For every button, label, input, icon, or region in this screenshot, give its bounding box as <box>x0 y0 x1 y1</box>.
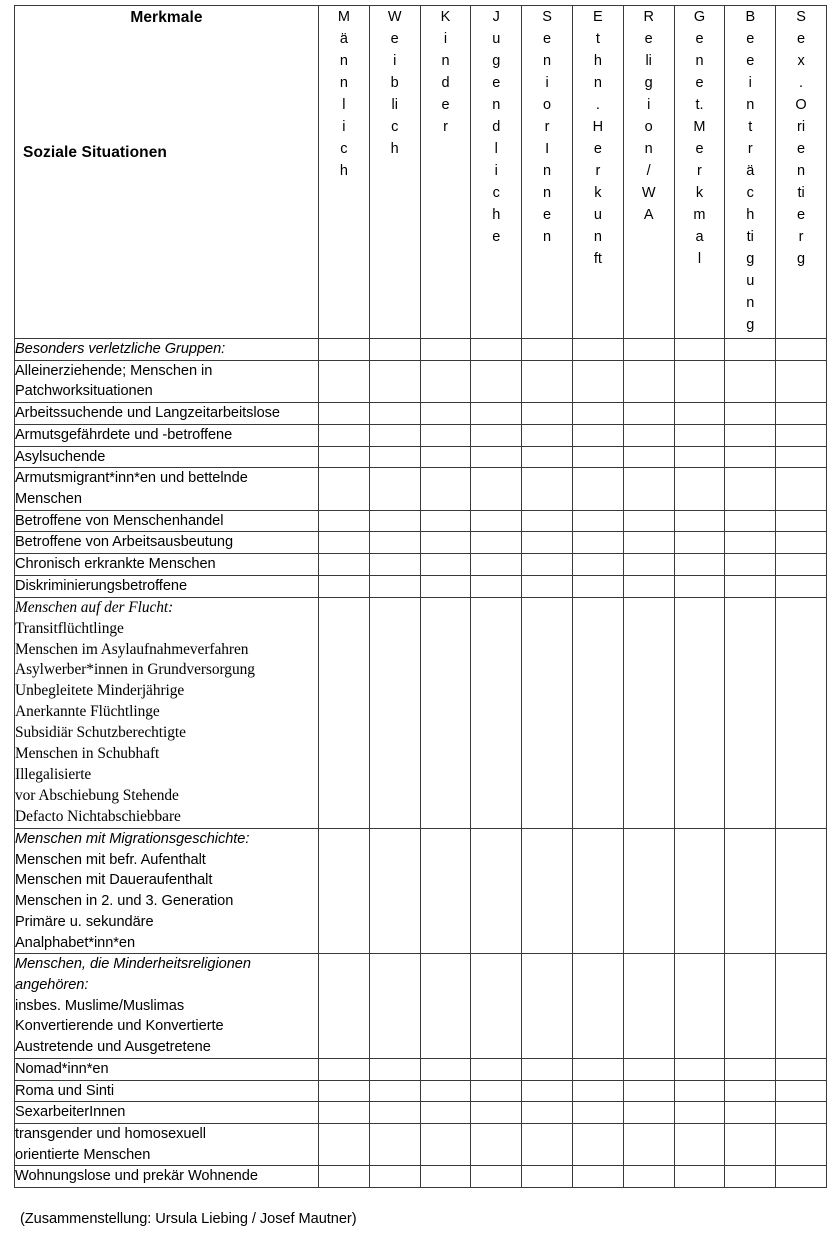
table-row <box>15 1080 827 1102</box>
matrix-cell[interactable] <box>725 446 776 468</box>
page-title: Merkmale <box>130 9 203 26</box>
row-label <box>15 1166 319 1188</box>
matrix-cell[interactable] <box>674 828 725 953</box>
matrix-cell[interactable] <box>725 554 776 576</box>
matrix-cell[interactable] <box>369 828 420 953</box>
column-header-label: M ä n n l i c h <box>337 9 350 180</box>
matrix-cell[interactable] <box>674 1124 725 1166</box>
row-label-line: Menschen mit Daueraufenthalt <box>15 872 213 889</box>
group-heading: Menschen auf der Flucht: <box>15 598 174 616</box>
matrix-cell[interactable] <box>471 1058 522 1080</box>
matrix-cell[interactable] <box>776 532 827 554</box>
row-label-line: Defacto Nichtabschiebbare <box>15 808 181 825</box>
row-label-line: Chronisch erkrankte Menschen <box>15 556 216 573</box>
matrix-cell[interactable] <box>420 1124 471 1166</box>
matrix-cell[interactable] <box>319 424 370 446</box>
matrix-cell[interactable] <box>471 554 522 576</box>
row-label-line: transgender und homosexuell <box>15 1126 206 1142</box>
column-header-7[interactable] <box>623 6 674 339</box>
matrix-cell[interactable] <box>572 1124 623 1166</box>
matrix-cell[interactable] <box>522 468 573 510</box>
matrix-cell[interactable] <box>674 424 725 446</box>
matrix-cell[interactable] <box>674 339 725 361</box>
row-label-line: Betroffene von Arbeitsausbeutung <box>15 534 234 551</box>
matrix-cell[interactable] <box>319 828 370 953</box>
matrix-cell[interactable] <box>572 597 623 828</box>
row-label-line: insbes. Muslime/Muslimas <box>15 997 185 1014</box>
matrix-cell[interactable] <box>674 554 725 576</box>
matrix-cell[interactable] <box>572 554 623 576</box>
table-row <box>15 597 827 828</box>
row-axis-title: Soziale Situationen <box>23 144 168 161</box>
matrix-cell[interactable] <box>623 1166 674 1188</box>
column-header-6[interactable] <box>572 6 623 339</box>
table-row <box>15 403 827 425</box>
matrix-cell[interactable] <box>369 954 420 1059</box>
matrix-cell[interactable] <box>725 1124 776 1166</box>
group-heading-cont: angehören: <box>15 976 89 993</box>
matrix-cell[interactable] <box>420 339 471 361</box>
column-header-label: G e n e t. M e r k m a l <box>693 9 706 268</box>
row-label-line: Arbeitssuchende und Langzeitarbeitslose <box>15 405 280 422</box>
matrix-cell[interactable] <box>674 532 725 554</box>
row-label <box>15 360 319 402</box>
column-header-1[interactable] <box>319 6 370 339</box>
matrix-cell[interactable] <box>674 510 725 532</box>
matrix-cell[interactable] <box>776 1058 827 1080</box>
matrix-cell[interactable] <box>623 510 674 532</box>
row-group-label <box>15 597 319 828</box>
matrix-cell[interactable] <box>623 424 674 446</box>
matrix-cell[interactable] <box>471 954 522 1059</box>
matrix-cell[interactable] <box>319 510 370 532</box>
matrix-cell[interactable] <box>420 403 471 425</box>
matrix-cell[interactable] <box>471 1166 522 1188</box>
matrix-cell[interactable] <box>319 468 370 510</box>
matrix-cell[interactable] <box>369 1124 420 1166</box>
matrix-cell[interactable] <box>725 403 776 425</box>
row-label <box>15 446 319 468</box>
matrix-cell[interactable] <box>319 446 370 468</box>
header-row <box>15 6 827 339</box>
matrix-cell[interactable] <box>471 468 522 510</box>
matrix-cell[interactable] <box>522 360 573 402</box>
row-label-line: Anerkannte Flüchtlinge <box>15 703 160 721</box>
matrix-cell[interactable] <box>319 532 370 554</box>
matrix-cell[interactable] <box>776 446 827 468</box>
matrix-cell[interactable] <box>369 403 420 425</box>
table-row <box>15 468 827 510</box>
matrix-cell[interactable] <box>623 828 674 953</box>
compilation-note: (Zusammenstellung: Ursula Liebing / Josef Mautner) <box>20 1211 357 1227</box>
column-header-4[interactable] <box>471 6 522 339</box>
matrix-cell[interactable] <box>319 1080 370 1102</box>
matrix-cell[interactable] <box>369 510 420 532</box>
matrix-cell[interactable] <box>420 1058 471 1080</box>
matrix-cell[interactable] <box>420 360 471 402</box>
matrix-cell[interactable] <box>471 1080 522 1102</box>
column-header-3[interactable] <box>420 6 471 339</box>
matrix-cell[interactable] <box>623 339 674 361</box>
row-label-line: Alleinerziehende; Menschen in <box>15 362 213 379</box>
matrix-cell[interactable] <box>674 575 725 597</box>
row-label-line: Menschen im Asylaufnahmeverfahren <box>15 640 249 658</box>
matrix-cell[interactable] <box>776 828 827 953</box>
row-label <box>15 1124 319 1166</box>
matrix-cell[interactable] <box>471 510 522 532</box>
matrix-cell[interactable] <box>319 554 370 576</box>
matrix-cell[interactable] <box>776 510 827 532</box>
matrix-cell[interactable] <box>623 554 674 576</box>
row-label-line: Subsidiär Schutzberechtigte <box>15 724 186 742</box>
matrix-cell[interactable] <box>623 1124 674 1166</box>
row-label-line: Asylsuchende <box>15 448 106 465</box>
table-header <box>15 6 827 339</box>
matrix-cell[interactable] <box>725 1080 776 1102</box>
matrix-cell[interactable] <box>623 575 674 597</box>
matrix-cell[interactable] <box>522 1102 573 1124</box>
matrix-cell[interactable] <box>674 1058 725 1080</box>
row-label <box>15 1102 319 1124</box>
matrix-cell[interactable] <box>420 532 471 554</box>
column-header-label: B e e i n t r ä c h ti g u n g <box>745 9 756 334</box>
row-group-label <box>15 954 319 1059</box>
column-header-label: R e li g i o n / W A <box>641 9 656 224</box>
matrix-cell[interactable] <box>319 1124 370 1166</box>
matrix-cell[interactable] <box>420 1166 471 1188</box>
matrix-cell[interactable] <box>420 597 471 828</box>
column-header-9[interactable] <box>725 6 776 339</box>
matrix-cell[interactable] <box>725 1058 776 1080</box>
matrix-cell[interactable] <box>420 1102 471 1124</box>
matrix-cell[interactable] <box>319 575 370 597</box>
header-corner-cell <box>15 6 319 339</box>
row-label-line: Wohnungslose und prekär Wohnende <box>15 1168 258 1185</box>
matrix-cell[interactable] <box>319 360 370 402</box>
column-header-label: S e x . O ri e n ti e r g <box>795 9 807 268</box>
matrix-cell[interactable] <box>471 403 522 425</box>
matrix-cell[interactable] <box>623 403 674 425</box>
matrix-cell[interactable] <box>319 954 370 1059</box>
table-row <box>15 554 827 576</box>
matrix-cell[interactable] <box>522 828 573 953</box>
row-label <box>15 510 319 532</box>
matrix-cell[interactable] <box>572 424 623 446</box>
row-label <box>15 468 319 510</box>
row-label-line: Nomad*inn*en <box>15 1060 109 1077</box>
matrix-cell[interactable] <box>623 1102 674 1124</box>
matrix-cell[interactable] <box>420 828 471 953</box>
row-label <box>15 554 319 576</box>
matrix-cell[interactable] <box>623 597 674 828</box>
matrix-cell[interactable] <box>471 339 522 361</box>
matrix-cell[interactable] <box>572 446 623 468</box>
matrix-cell[interactable] <box>674 597 725 828</box>
row-label-line: Armutsgefährdete und -betroffene <box>15 426 233 443</box>
row-label-line: Armutsmigrant*inn*en und bettelnde <box>15 470 248 487</box>
row-label-line: Analphabet*inn*en <box>15 934 136 951</box>
matrix-cell[interactable] <box>776 554 827 576</box>
matrix-cell[interactable] <box>420 468 471 510</box>
row-label <box>15 424 319 446</box>
matrix-cell[interactable] <box>623 954 674 1059</box>
table-row <box>15 1124 827 1166</box>
matrix-cell[interactable] <box>572 828 623 953</box>
matrix-cell[interactable] <box>572 1080 623 1102</box>
matrix-cell[interactable] <box>319 403 370 425</box>
matrix-cell[interactable] <box>369 360 420 402</box>
matrix-cell[interactable] <box>471 575 522 597</box>
matrix-cell[interactable] <box>572 1102 623 1124</box>
table-row <box>15 339 827 361</box>
row-group-label <box>15 339 319 361</box>
matrix-cell[interactable] <box>725 339 776 361</box>
matrix-cell[interactable] <box>420 554 471 576</box>
table-row <box>15 360 827 402</box>
row-label-line: Primäre u. sekundäre <box>15 913 154 930</box>
matrix-cell[interactable] <box>776 1080 827 1102</box>
matrix-cell[interactable] <box>369 1102 420 1124</box>
matrix-cell[interactable] <box>623 1080 674 1102</box>
matrix-cell[interactable] <box>369 1080 420 1102</box>
matrix-cell[interactable] <box>522 403 573 425</box>
matrix-cell[interactable] <box>522 424 573 446</box>
matrix-cell[interactable] <box>776 339 827 361</box>
matrix-cell[interactable] <box>522 532 573 554</box>
row-label-line: SexarbeiterInnen <box>15 1104 126 1121</box>
matrix-cell[interactable] <box>725 1102 776 1124</box>
row-label-line: vor Abschiebung Stehende <box>15 787 179 805</box>
matrix-cell[interactable] <box>369 1058 420 1080</box>
matrix-cell[interactable] <box>674 403 725 425</box>
row-label-line: Patchworksituationen <box>15 383 153 400</box>
table-row <box>15 828 827 953</box>
column-header-label: S e n i o r I n n e n <box>542 9 552 246</box>
matrix-cell[interactable] <box>522 954 573 1059</box>
matrix-cell[interactable] <box>776 360 827 402</box>
table-row <box>15 424 827 446</box>
row-label-line: Diskriminierungsbetroffene <box>15 577 188 594</box>
matrix-cell[interactable] <box>420 424 471 446</box>
matrix-cell[interactable] <box>369 424 420 446</box>
matrix-cell[interactable] <box>471 532 522 554</box>
matrix-cell[interactable] <box>776 424 827 446</box>
column-header-2[interactable] <box>369 6 420 339</box>
matrix-cell[interactable] <box>319 1058 370 1080</box>
matrix-cell[interactable] <box>725 1166 776 1188</box>
row-label-line: Asylwerber*innen in Grundversorgung <box>15 661 255 679</box>
matrix-cell[interactable] <box>776 1124 827 1166</box>
matrix-cell[interactable] <box>369 339 420 361</box>
matrix-cell[interactable] <box>369 446 420 468</box>
matrix-cell[interactable] <box>623 1058 674 1080</box>
row-label-line: orientierte Menschen <box>15 1146 151 1163</box>
matrix-cell[interactable] <box>572 1058 623 1080</box>
row-label-line: Austretende und Ausgetretene <box>15 1039 211 1056</box>
table-row <box>15 446 827 468</box>
matrix-cell[interactable] <box>522 339 573 361</box>
matrix-cell[interactable] <box>572 510 623 532</box>
column-header-label: J u g e n d l i c h e <box>492 9 501 246</box>
matrix-cell[interactable] <box>623 468 674 510</box>
matrix-cell[interactable] <box>725 828 776 953</box>
table-row <box>15 954 827 1059</box>
matrix-cell[interactable] <box>471 828 522 953</box>
column-header-5[interactable] <box>522 6 573 339</box>
matrix-cell[interactable] <box>674 1080 725 1102</box>
row-label <box>15 1080 319 1102</box>
row-label-line: Betroffene von Menschenhandel <box>15 512 224 529</box>
matrix-cell[interactable] <box>572 575 623 597</box>
matrix-cell[interactable] <box>319 597 370 828</box>
matrix-cell[interactable] <box>776 1102 827 1124</box>
matrix-cell[interactable] <box>776 597 827 828</box>
matrix-cell[interactable] <box>471 1124 522 1166</box>
table-row <box>15 532 827 554</box>
matrix-cell[interactable] <box>776 468 827 510</box>
matrix-cell[interactable] <box>471 360 522 402</box>
column-header-8[interactable] <box>674 6 725 339</box>
row-label <box>15 532 319 554</box>
matrix-cell[interactable] <box>674 954 725 1059</box>
matrix-cell[interactable] <box>725 954 776 1059</box>
table-row <box>15 1058 827 1080</box>
row-label-line: Unbegleitete Minderjährige <box>15 682 185 700</box>
row-label <box>15 403 319 425</box>
row-label-line: Illegalisierte <box>15 766 92 784</box>
row-label-line: Transitflüchtlinge <box>15 619 124 637</box>
matrix-cell[interactable] <box>522 446 573 468</box>
matrix-cell[interactable] <box>522 554 573 576</box>
matrix-cell[interactable] <box>572 339 623 361</box>
row-group-label <box>15 828 319 953</box>
matrix-cell[interactable] <box>369 468 420 510</box>
row-label-line: Roma und Sinti <box>15 1082 115 1099</box>
matrix-table-container <box>14 5 826 1188</box>
characteristics-situations-matrix <box>14 5 827 1188</box>
matrix-cell[interactable] <box>725 510 776 532</box>
matrix-cell[interactable] <box>725 468 776 510</box>
matrix-cell[interactable] <box>674 360 725 402</box>
matrix-cell[interactable] <box>776 1166 827 1188</box>
row-label <box>15 575 319 597</box>
row-label-line: Menschen in Schubhaft <box>15 745 160 763</box>
matrix-cell[interactable] <box>369 597 420 828</box>
column-header-label: K i n d e r <box>440 9 451 136</box>
group-heading: Menschen, die Minderheitsreligionen <box>15 956 251 973</box>
table-row <box>15 1102 827 1124</box>
matrix-cell[interactable] <box>776 575 827 597</box>
matrix-cell[interactable] <box>522 510 573 532</box>
matrix-cell[interactable] <box>522 1124 573 1166</box>
group-heading: Menschen mit Migrationsgeschichte: <box>15 830 250 847</box>
row-label-line: Menschen <box>15 491 82 508</box>
matrix-cell[interactable] <box>572 403 623 425</box>
matrix-cell[interactable] <box>420 954 471 1059</box>
matrix-cell[interactable] <box>725 360 776 402</box>
table-row <box>15 575 827 597</box>
matrix-cell[interactable] <box>420 1080 471 1102</box>
matrix-cell[interactable] <box>522 1080 573 1102</box>
table-body <box>15 339 827 1188</box>
matrix-cell[interactable] <box>369 575 420 597</box>
matrix-cell[interactable] <box>471 424 522 446</box>
matrix-cell[interactable] <box>725 532 776 554</box>
matrix-cell[interactable] <box>522 1058 573 1080</box>
column-header-label: W e i b li c h <box>387 9 402 158</box>
matrix-cell[interactable] <box>674 1166 725 1188</box>
matrix-cell[interactable] <box>674 468 725 510</box>
row-label-line: Konvertierende und Konvertierte <box>15 1018 224 1035</box>
matrix-cell[interactable] <box>725 597 776 828</box>
matrix-cell[interactable] <box>319 1102 370 1124</box>
matrix-cell[interactable] <box>471 597 522 828</box>
matrix-cell[interactable] <box>623 360 674 402</box>
row-label-line: Menschen in 2. und 3. Generation <box>15 893 234 910</box>
matrix-cell[interactable] <box>776 954 827 1059</box>
matrix-cell[interactable] <box>572 532 623 554</box>
matrix-cell[interactable] <box>369 532 420 554</box>
row-label <box>15 1058 319 1080</box>
row-label-line: Menschen mit befr. Aufenthalt <box>15 851 206 868</box>
matrix-cell[interactable] <box>623 532 674 554</box>
matrix-cell[interactable] <box>572 360 623 402</box>
matrix-cell[interactable] <box>572 1166 623 1188</box>
matrix-cell[interactable] <box>522 597 573 828</box>
matrix-cell[interactable] <box>522 575 573 597</box>
matrix-cell[interactable] <box>319 1166 370 1188</box>
matrix-cell[interactable] <box>420 575 471 597</box>
table-row <box>15 1166 827 1188</box>
column-header-label: E t h n . H e r k u n ft <box>592 9 604 268</box>
matrix-cell[interactable] <box>725 424 776 446</box>
column-header-10[interactable] <box>776 6 827 339</box>
matrix-cell[interactable] <box>471 1102 522 1124</box>
matrix-cell[interactable] <box>623 446 674 468</box>
row-label-line: Besonders verletzliche Gruppen: <box>15 341 226 357</box>
matrix-cell[interactable] <box>420 446 471 468</box>
matrix-cell[interactable] <box>319 339 370 361</box>
matrix-cell[interactable] <box>572 954 623 1059</box>
matrix-cell[interactable] <box>572 468 623 510</box>
matrix-cell[interactable] <box>522 1166 573 1188</box>
matrix-cell[interactable] <box>674 446 725 468</box>
matrix-cell[interactable] <box>776 403 827 425</box>
matrix-cell[interactable] <box>725 575 776 597</box>
matrix-cell[interactable] <box>369 554 420 576</box>
matrix-cell[interactable] <box>369 1166 420 1188</box>
matrix-cell[interactable] <box>471 446 522 468</box>
matrix-cell[interactable] <box>420 510 471 532</box>
matrix-cell[interactable] <box>674 1102 725 1124</box>
table-row <box>15 510 827 532</box>
